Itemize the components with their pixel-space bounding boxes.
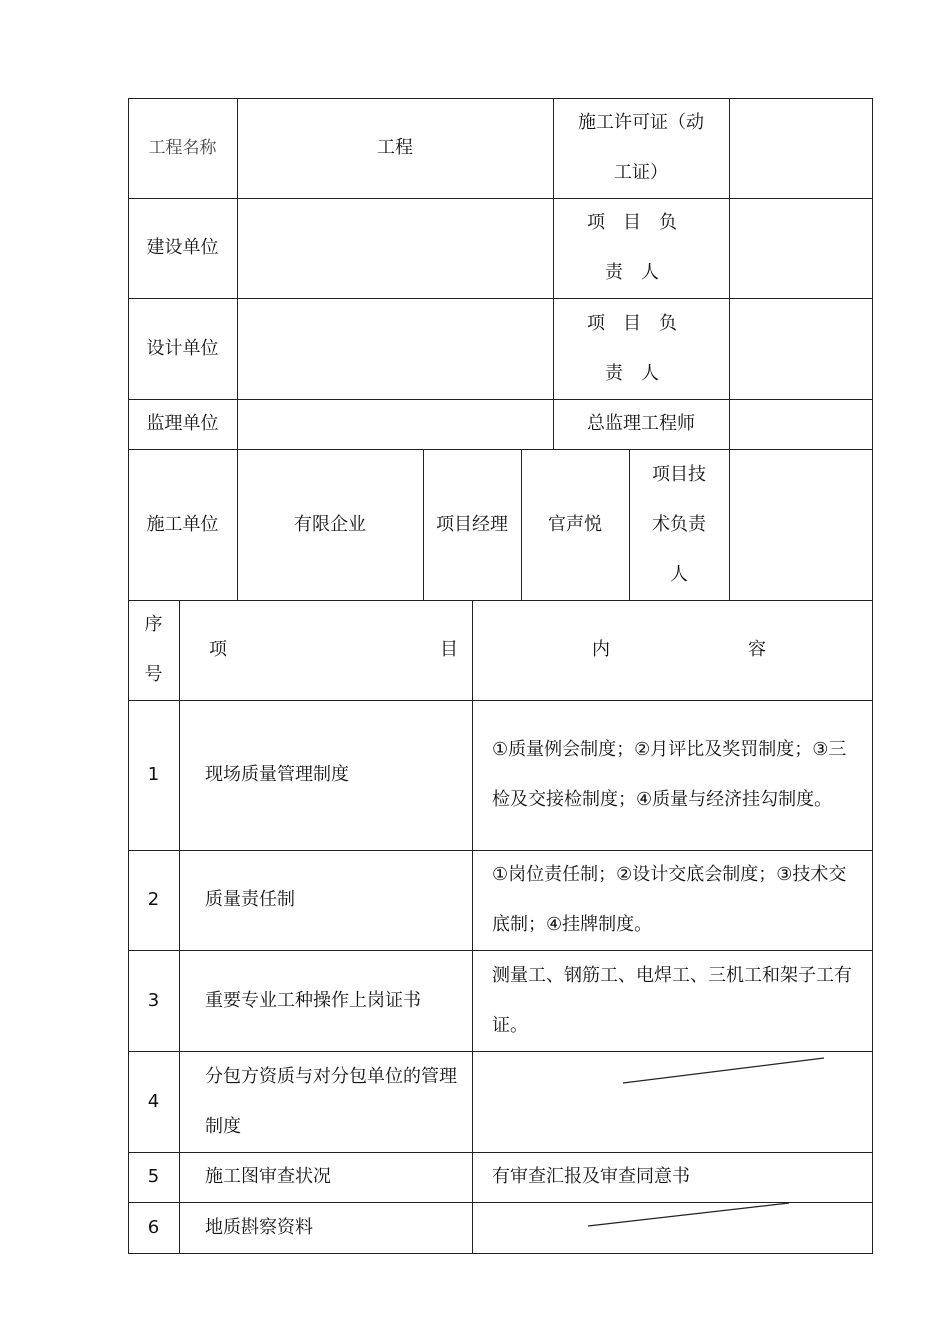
content-header-char-1: 内 — [592, 639, 610, 660]
contractor-label: 施工单位 — [146, 513, 219, 535]
supervision-unit-value[interactable] — [237, 399, 553, 449]
blank-strike-line — [585, 1200, 795, 1230]
row-item: 重要专业工种操作上岗证书 — [205, 989, 421, 1011]
index-header: 序号 — [144, 614, 163, 685]
row-content: ①岗位责任制；②设计交底会制度；③技术交底制；④挂牌制度。 — [492, 864, 847, 935]
row-index: 2 — [147, 889, 160, 910]
row-item: 现场质量管理制度 — [205, 764, 349, 785]
item-header-char-2: 目 — [440, 639, 458, 660]
row-item: 分包方资质与对分包单位的管理制度 — [205, 1065, 457, 1137]
contractor-value: 有限企业 — [294, 513, 366, 535]
row-content: 测量工、钢筋工、电焊工、三机工和架子工有证。 — [492, 964, 852, 1036]
row-index: 3 — [147, 989, 160, 1011]
project-manager-label: 项目经理 — [436, 513, 508, 535]
supervision-unit-label: 监理单位 — [146, 413, 219, 434]
content-header-char-2: 容 — [748, 639, 766, 660]
design-unit-value[interactable] — [237, 298, 553, 399]
permit-value[interactable] — [729, 98, 873, 198]
row-item: 地质斟察资料 — [205, 1217, 313, 1238]
tech-leader-value[interactable] — [729, 449, 873, 600]
item-header — [179, 600, 472, 700]
row-content: ①质量例会制度；②月评比及奖罚制度；③三检及交接检制度；④质量与经济挂勾制度。 — [492, 739, 847, 810]
chief-supervisor-label: 总监理工程师 — [587, 413, 695, 434]
design-project-leader-label: 项目负责人 — [587, 312, 695, 384]
construction-unit-label: 建设单位 — [146, 237, 219, 258]
construction-project-leader-label: 项目负责人 — [587, 212, 695, 283]
row-index: 4 — [147, 1090, 160, 1112]
project-name-label: 工程名称 — [148, 138, 217, 158]
tech-leader-label: 项目技术负责人 — [652, 463, 706, 585]
design-project-leader-value[interactable] — [729, 298, 873, 399]
project-name-value: 工程 — [377, 137, 413, 158]
blank-strike-line — [620, 1055, 830, 1087]
row-index: 1 — [147, 764, 160, 785]
permit-label: 施工许可证（动工证） — [578, 112, 704, 183]
design-unit-label: 设计单位 — [146, 337, 219, 359]
row-index: 5 — [147, 1166, 160, 1187]
row-item: 质量责任制 — [205, 889, 295, 910]
project-manager-value: 官声悦 — [548, 513, 602, 535]
chief-supervisor-value[interactable] — [729, 399, 873, 449]
item-header-char-1: 项 — [209, 639, 227, 660]
construction-unit-value[interactable] — [237, 198, 553, 298]
row-item: 施工图审查状况 — [205, 1166, 331, 1187]
row-content: 有审查汇报及审查同意书 — [492, 1166, 690, 1187]
construction-project-leader-value[interactable] — [729, 198, 873, 298]
row-index: 6 — [147, 1217, 160, 1238]
content-header — [472, 600, 873, 700]
